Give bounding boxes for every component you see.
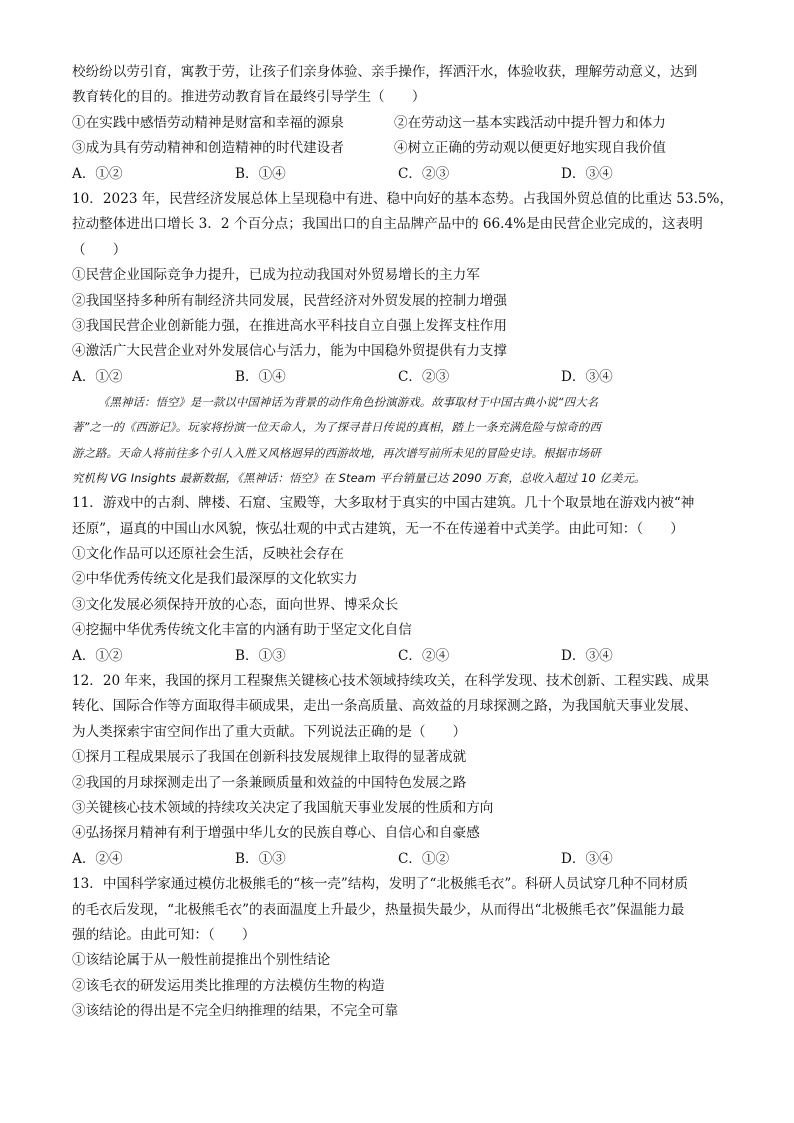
option-a[interactable]: A．①② [72,647,123,664]
statement-item: ①探月工程成果展示了我国在创新科技发展规律上取得的显著成就 [72,749,467,766]
answer-options [72,365,724,390]
answer-options [72,847,724,872]
statement-item: ②中华优秀传统文化是我们最深厚的文化软实力 [72,571,358,588]
question-stem-line: 的毛衣后发现，“北极熊毛衣”的表面温度上升最少，热量损失最少，从而得出“北极熊毛衣”保温能力最 [72,901,685,918]
option-d[interactable]: D．③④ [561,165,613,182]
answer-options [72,162,724,187]
statement-item: ③关键核心技术领域的持续攻关决定了我国航天事业发展的性质和方向 [72,799,494,816]
statement-item: ④挖掘中华优秀传统文化丰富的内涵有助于坚定文化自信 [72,622,412,639]
option-b[interactable]: B．①④ [235,368,286,385]
statement-item: ④树立正确的劳动观以便更好地实现自我价值 [394,140,666,157]
question-stem-line: 拉动整体进出口增长 3．2 个百分点；我国出口的自主品牌产品中的 66.4%是由民营企业完成的，这表明 [72,216,703,233]
statement-item: ②我国的月球探测走出了一条兼顾质量和效益的中国特色发展之路 [72,774,467,791]
question-stem-line: 强的结论。由此可知：（ ） [72,927,256,943]
question-stem-line: 13．中国科学家通过模仿北极熊毛的“核一壳”结构，发明了“北极熊毛衣”。科研人员试穿几种不同材质 [72,876,689,893]
reading-material [72,390,724,491]
question-stem-line: 转化、国际合作等方面取得丰硕成果，走出一条高质量、高效益的月球探测之路，为我国航天事业发展、 [72,698,698,715]
option-b[interactable]: B．①④ [235,165,286,182]
statement-item: ①民营企业国际竞争力提升，已成为拉动我国对外贸易增长的主力军 [72,267,480,284]
option-d[interactable]: D．③④ [561,368,613,385]
question-12 [72,669,724,872]
statement-item: ②在劳动这一基本实践活动中提升智力和体力 [394,114,666,131]
statement-item: ③成为具有劳动精神和创造精神的时代建设者 [72,140,344,157]
material-line: 《黑神话：悟空》是一款以中国神话为背景的动作角色扮演游戏。故事取材于中国古典小说“四大名 [98,395,599,410]
option-c[interactable]: C．②④ [398,647,450,664]
option-c[interactable]: C．②③ [398,165,450,182]
question-11 [72,491,724,669]
answer-options [72,644,724,669]
question-13 [72,872,724,1024]
statement-item: ①在实践中感悟劳动精神是财富和幸福的源泉 [72,114,344,131]
statement-item: ③文化发展必须保持开放的心态，面向世界、博采众长 [72,596,399,613]
question-10 [72,187,734,390]
option-c[interactable]: C．①② [398,850,450,867]
question-stem-line: 为人类探索宇宙空间作出了重大贡献。下列说法正确的是（ ） [72,723,467,740]
question-9 [72,60,724,187]
question-stem-line: 10．2023 年，民营经济发展总体上呈现稳中有进、稳中向好的基本态势。占我国外贸总值的比重达 53.5%， [72,191,734,208]
exam-page [72,60,734,1025]
statement-item: ④弘扬探月精神有利于增强中华儿女的民族自尊心、自信心和自豪感 [72,825,480,842]
statement-item: ③该结论的得出是不完全归纳推理的结果，不完全可靠 [72,1003,399,1020]
statement-item: ②我国坚持多种所有制经济共同发展，民营经济对外贸发展的控制力增强 [72,292,507,309]
option-c[interactable]: C．②③ [398,368,450,385]
statement-row [72,111,724,136]
material-line: 究机构 VG Insights 最新数据，《黑神话：悟空》在 Steam 平台销量已达 2090 万套，总收入超过 10 亿美元。 [72,470,646,485]
option-a[interactable]: A．①② [72,368,123,385]
question-stem-line: 还原”，逼真的中国山水风貌，恢弘壮观的中式古建筑，无一不在传递着中式美学。由此可知：（ ） [72,520,684,537]
option-a[interactable]: A．①② [72,165,123,182]
statement-row [72,136,724,161]
question-stem-line: 12．20 年来，我国的探月工程聚焦关键核心技术领域持续攻关，在科学发现、技术创新、工程实践、成果 [72,672,710,689]
question-stem-line: 校纷纷以劳引育，寓教于劳，让孩子们亲身体验、亲手操作，挥洒汗水，体验收获，理解劳动意义，达到 [72,64,698,80]
option-b[interactable]: B．①③ [235,647,286,664]
question-stem-line: 教育转化的目的。推进劳动教育旨在最终引导学生（ ） [72,89,426,106]
option-a[interactable]: A．②④ [72,850,123,867]
material-line: 著”之一的《西游记》。玩家将扮演一位天命人，为了探寻昔日传说的真相，踏上一条充满危险与惊奇的西 [72,420,601,435]
statement-item: ③我国民营企业创新能力强，在推进高水平科技自立自强上发挥支柱作用 [72,318,507,335]
statement-item: ①文化作品可以还原社会生活，反映社会存在 [72,545,344,562]
statement-item: ②该毛衣的研发运用类比推理的方法模仿生物的构造 [72,977,385,994]
statement-item: ①该结论属于从一般性前提推出个别性结论 [72,952,331,969]
material-line: 游之路。天命人将前往多个引人入胜又风格迥异的西游故地，再次谱写前所未见的冒险史诗。根据市场研 [72,445,601,460]
option-b[interactable]: B．①③ [235,850,286,867]
statement-item: ④激活广大民营企业对外发展信心与活力，能为中国稳外贸提供有力支撑 [72,343,507,360]
question-stem-line: 11．游戏中的古刹、牌楼、石窟、宝殿等，大多取材于真实的中国古建筑。几十个取景地在游戏内被“神 [72,495,695,512]
option-d[interactable]: D．③④ [561,647,613,664]
question-stem-line: （ ） [72,241,127,258]
option-d[interactable]: D．③④ [561,850,613,867]
